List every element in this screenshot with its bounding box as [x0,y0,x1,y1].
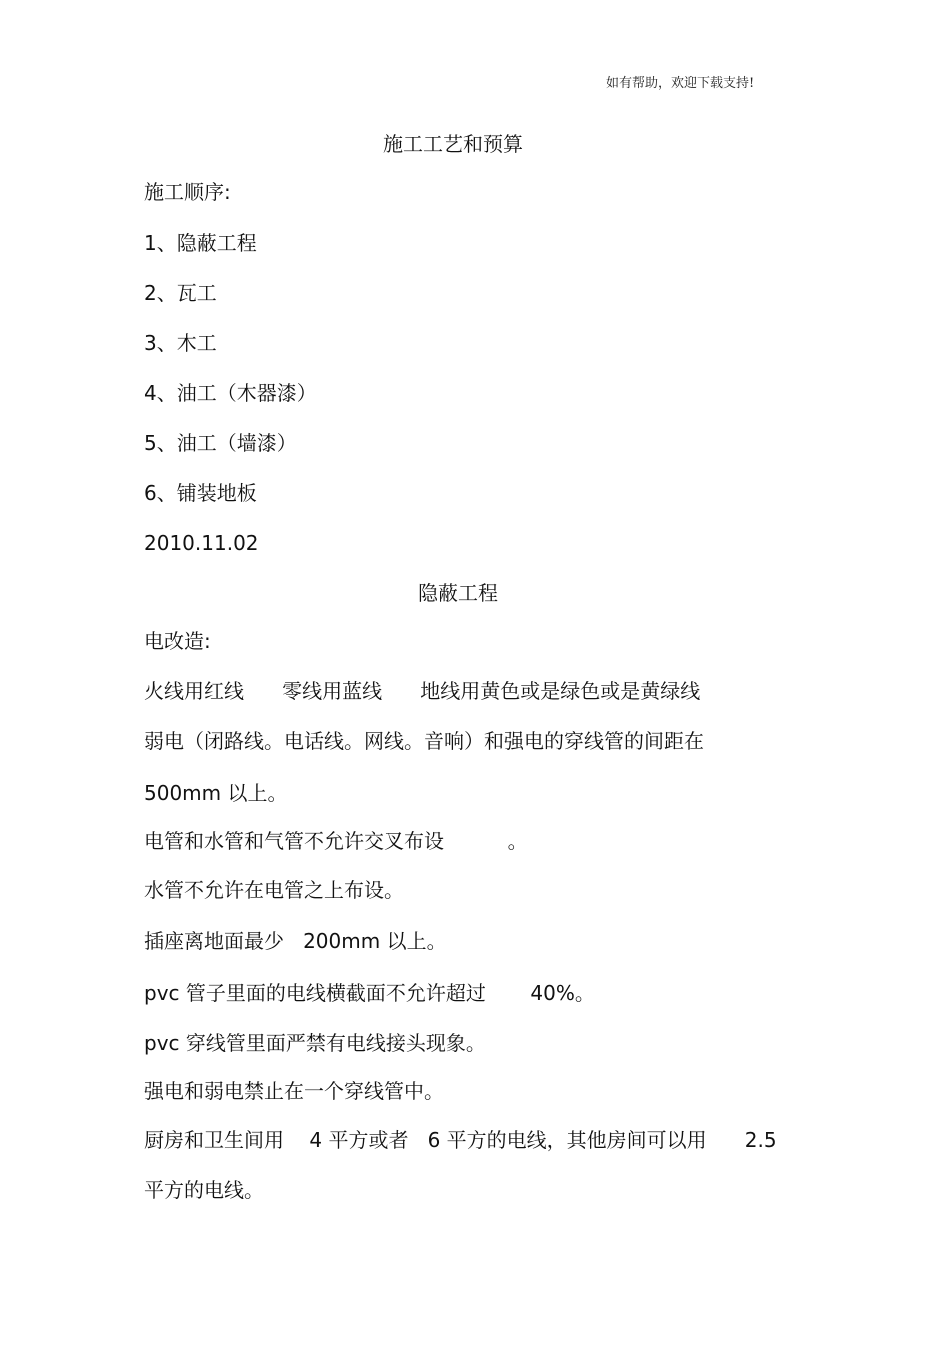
sequence-item: 2、瓦工 [144,281,217,305]
rule-line: 厨房和卫生间用 4 平方或者 6 平方的电线，其他房间可以用 2.5 [144,1128,777,1152]
date-text: 2010.11.02 [144,531,259,555]
sequence-item: 3、木工 [144,331,217,355]
rule-line: 强电和弱电禁止在一个穿线管中。 [144,1079,444,1103]
rule-line: pvc 穿线管里面严禁有电线接头现象。 [144,1031,486,1055]
rule-line: 电管和水管和气管不允许交叉布设 。 [144,829,528,853]
section-title: 隐蔽工程 [418,581,498,605]
header-note: 如有帮助，欢迎下载支持! [606,76,755,91]
sequence-item: 5、油工（墙漆） [144,431,297,455]
document-title: 施工工艺和预算 [383,132,523,156]
sequence-item: 6、铺装地板 [144,481,257,505]
rule-line: 500mm 以上。 [144,781,288,805]
rule-line: 插座离地面最少 200mm 以上。 [144,929,447,953]
sequence-item: 1、隐蔽工程 [144,231,257,255]
rule-line: pvc 管子里面的电线横截面不允许超过 40%。 [144,981,595,1005]
rule-line: 弱电（闭路线。电话线。网线。音响）和强电的穿线管的间距在 [144,729,704,753]
electric-heading: 电改造: [144,629,211,653]
rule-line: 水管不允许在电管之上布设。 [144,878,404,902]
rule-line: 火线用红线 零线用蓝线 地线用黄色或是绿色或是黄绿线 [144,679,701,703]
rule-line: 平方的电线。 [144,1178,264,1202]
sequence-heading: 施工顺序: [144,180,231,204]
sequence-item: 4、油工（木器漆） [144,381,317,405]
